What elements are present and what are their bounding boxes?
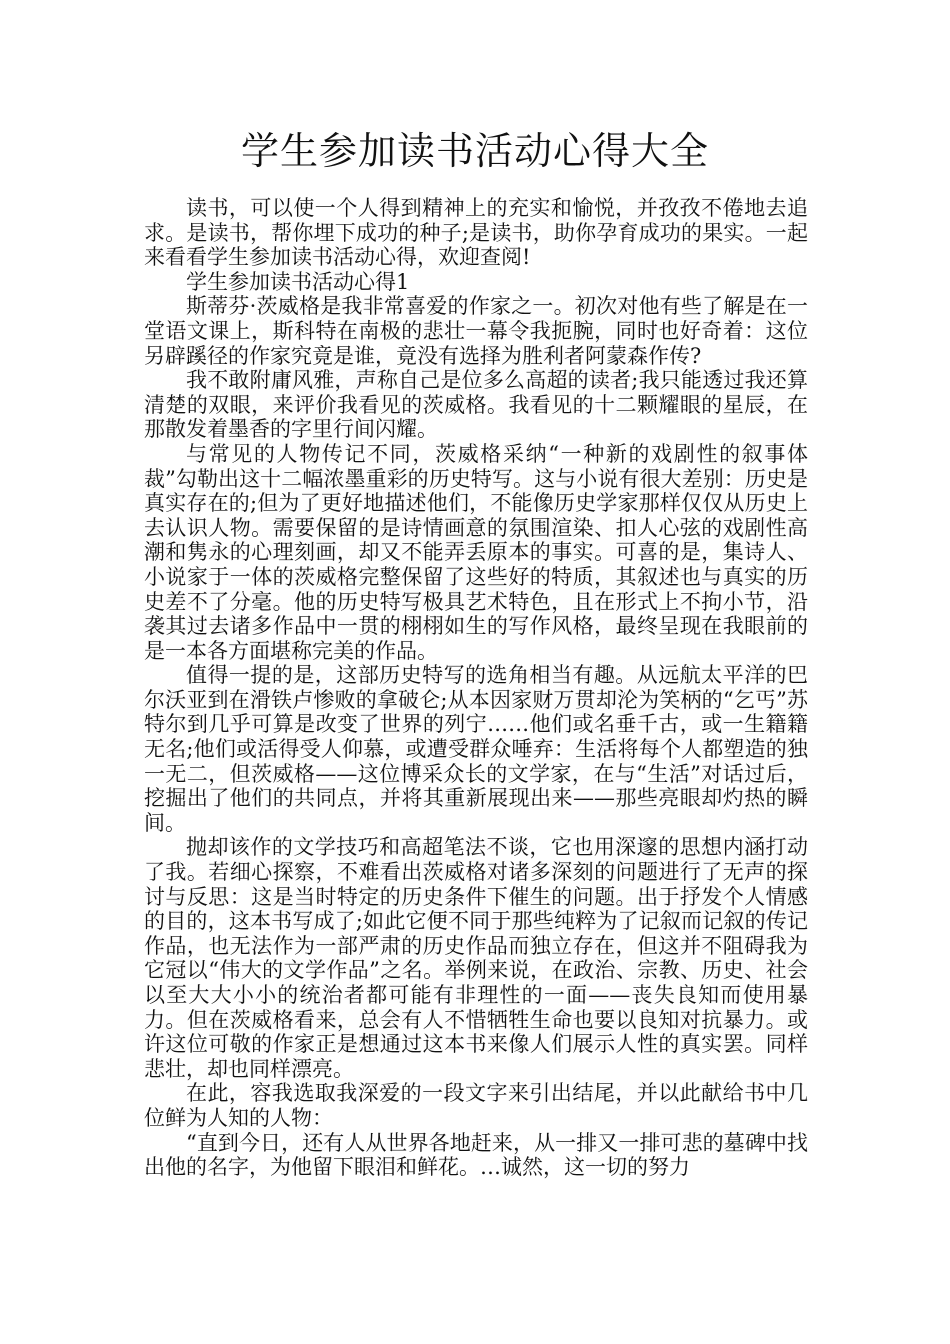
body-paragraph: 斯蒂芬·茨威格是我非常喜爱的作家之一。初次对他有些了解是在一堂语文课上，斯科特在南极的悲壮一幕令我扼腕，同时也好奇着：这位另辟蹊径的作家究竟是谁，竟没有选择为胜利者阿蒙森作传? [144, 294, 808, 368]
quote-paragraph: “直到今日，还有人从世界各地赶来，从一排又一排可悲的墓碑中找出他的名字，为他留下眼泪和鲜花。…诚然，这一切的努力 [144, 1130, 808, 1180]
body-paragraph: 抛却该作的文学技巧和高超笔法不谈，它也用深邃的思想内涵打动了我。若细心探察，不难看出茨威格对诸多深刻的问题进行了无声的探讨与反思：这是当时特定的历史条件下催生的问题。出于抒发个人情感的目的，这本书写成了;如此它便不同于那些纯粹为了记叙而记叙的传记作品，也无法作为一部严肃的历史作品而独立存在，但这并不阻碍我为它冠以“伟大的文学作品”之名。举例来说，在政治、宗教、历史、社会以至大大小小的统治者都可能有非理性的一面——丧失良知而使用暴力。但在茨威格看来，总会有人不惜牺牲生命也要以良知对抗暴力。或许这位可敬的作家正是想通过这本书来像人们展示人性的真实罢。同样悲壮，却也同样漂亮。 [144, 835, 808, 1081]
body-paragraph: 值得一提的是，这部历史特写的选角相当有趣。从远航太平洋的巴尔沃亚到在滑铁卢惨败的拿破仑;从本因家财万贯却沦为笑柄的“乞丐”苏特尔到几乎可算是改变了世界的列宁……他们或名垂千古，或一生籍籍无名;他们或活得受人仰慕，或遭受群众唾弃：生活将每个人都塑造的独一无二，但茨威格——这位博采众长的文学家，在与“生活”对话过后，挖掘出了他们的共同点，并将其重新展现出来——那些亮眼却灼热的瞬间。 [144, 663, 808, 835]
document-title: 学生参加读书活动心得大全 [240, 129, 709, 173]
body-paragraph: 我不敢附庸风雅，声称自己是位多么高超的读者;我只能透过我还算清楚的双眼，来评价我看见的茨威格。我看见的十二颗耀眼的星辰，在那散发着墨香的字里行间闪耀。 [144, 368, 808, 442]
section-heading: 学生参加读书活动心得1 [186, 269, 410, 294]
body-paragraph: 与常见的人物传记不同，茨威格采纳“一种新的戏剧性的叙事体裁”勾勒出这十二幅浓墨重彩的历史特写。这与小说有很大差别：历史是真实存在的;但为了更好地描述他们，不能像历史学家那样仅仅从历史上去认识人物。需要保留的是诗情画意的氛围渲染、扣人心弦的戏剧性高潮和隽永的心理刻画，却又不能弄丢原本的事实。可喜的是，集诗人、小说家于一体的茨威格完整保留了这些好的特质，其叙述也与真实的历史差不了分毫。他的历史特写极具艺术特色，且在形式上不拘小节，沿袭其过去诸多作品中一贯的栩栩如生的写作风格，最终呈现在我眼前的是一本各方面堪称完美的作品。 [144, 441, 808, 663]
body-paragraph: 在此，容我选取我深爱的一段文字来引出结尾，并以此献给书中几位鲜为人知的人物： [144, 1081, 808, 1130]
document-body [144, 196, 808, 1180]
intro-paragraph: 读书，可以使一个人得到精神上的充实和愉悦，并孜孜不倦地去追求。是读书，帮你埋下成功的种子;是读书，助你孕育成功的果实。一起来看看学生参加读书活动心得，欢迎查阅! [144, 196, 808, 270]
